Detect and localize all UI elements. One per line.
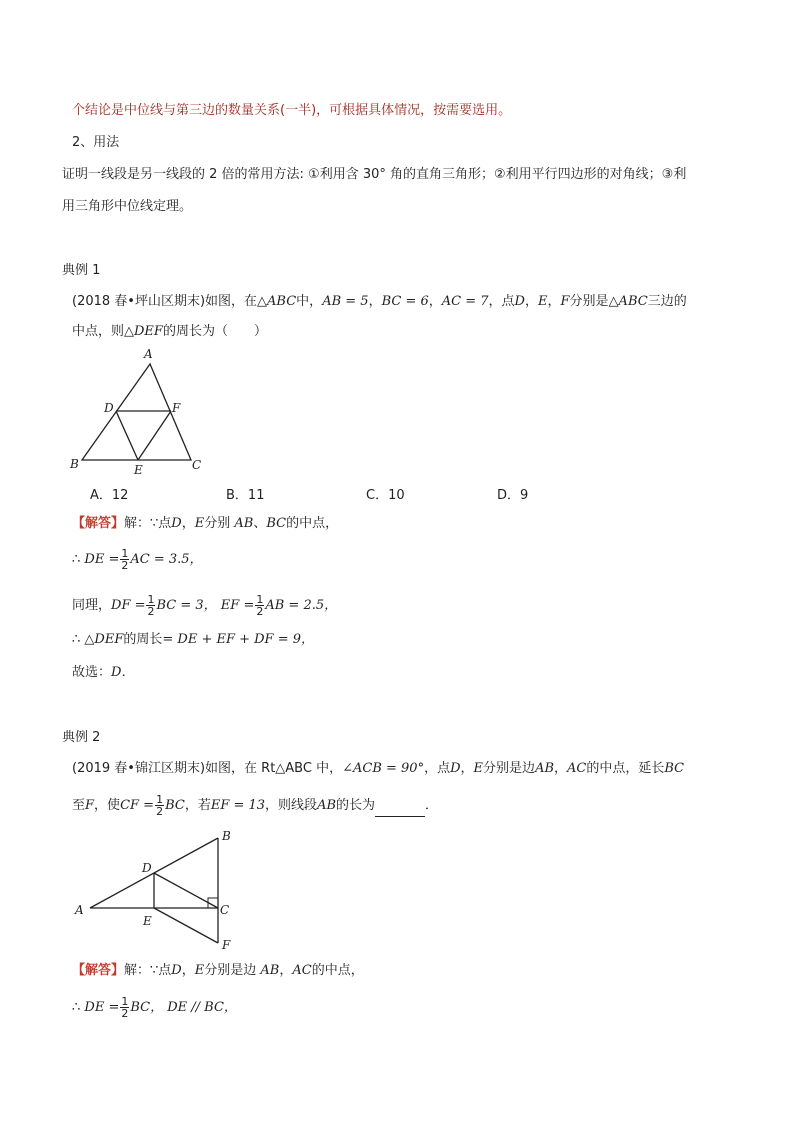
math: △DEF — [124, 324, 163, 339]
fraction-half: $\frac{1}{2}$ — [156, 793, 164, 818]
usage-line-2: 用三角形中位线定理。 — [62, 199, 193, 214]
math: = DE + EF + DF = 9， — [162, 632, 315, 647]
math: AC = 3.5， — [130, 552, 203, 567]
math: △DEF — [84, 632, 124, 647]
fraction-half: $\frac{1}{2}$ — [121, 995, 129, 1020]
label-A: A — [75, 903, 84, 917]
math: ∠ACB = 90° — [342, 761, 425, 776]
label-F: F — [172, 401, 181, 415]
math: E — [194, 516, 205, 531]
example1-answer-line3 — [72, 594, 337, 617]
example1-answer-line1: 【解答】解：∵点D，E分别 AB、BC的中点， — [72, 516, 339, 531]
math: EF = — [220, 598, 255, 613]
text: ，使 — [94, 798, 121, 813]
example1-answer-line2 — [72, 548, 203, 571]
math: E — [473, 761, 484, 776]
math: BC — [266, 516, 287, 531]
math: E — [538, 294, 548, 309]
answer-tag: 【解答】 — [72, 516, 125, 531]
text: ，点 — [488, 294, 515, 309]
answer-tag: 【解答】 — [72, 963, 125, 978]
text: 分别是边 — [483, 761, 536, 776]
example1-answer-line5 — [72, 664, 134, 682]
label-C: C — [192, 458, 202, 472]
math: D — [450, 761, 461, 776]
text: 至 — [72, 798, 86, 813]
example2-answer-line2 — [72, 996, 237, 1019]
text: 中点，则 — [72, 324, 125, 339]
label-E: E — [134, 463, 143, 477]
math: AC — [292, 963, 312, 978]
math: F — [560, 294, 570, 309]
text: 故选： — [72, 665, 112, 680]
math: D — [514, 294, 525, 309]
math: CF = — [120, 798, 155, 813]
math: D — [171, 516, 182, 531]
fraction-half: $\frac{1}{2}$ — [121, 547, 129, 572]
math: DF = — [111, 598, 146, 613]
math: F — [85, 798, 95, 813]
therefore-symbol: ∴ — [72, 632, 81, 647]
text: ，点 — [424, 761, 451, 776]
math: AB — [234, 516, 254, 531]
text: ，若 — [184, 798, 211, 813]
option-b: B．11 — [226, 488, 265, 503]
example1-heading: 典例 1 — [62, 263, 101, 278]
math: △ABC — [257, 294, 297, 309]
option-a: A．12 — [90, 488, 129, 503]
math: BC = 6 — [381, 294, 429, 309]
label-E: E — [143, 914, 152, 928]
text: 的长为 — [336, 798, 376, 813]
text: 分别是 — [569, 294, 609, 309]
text: 同理， — [72, 598, 112, 613]
math: DE // BC， — [167, 1000, 237, 1015]
fraction-half: $\frac{1}{2}$ — [147, 593, 155, 618]
label-B: B — [70, 457, 79, 471]
label-D: D — [142, 861, 152, 875]
text: 分别 — [204, 516, 231, 531]
example2-question-line1: (2019 春•锦江区期末)如图，在 Rt△ABC 中，∠ACB = 90°，点D，E分别是边AB，AC的中点，延长BC — [72, 761, 685, 776]
section-heading: 2、用法 — [72, 135, 120, 150]
triangle-figure-1 — [64, 344, 214, 479]
math: AB = 5 — [322, 294, 369, 309]
example2-heading: 典例 2 — [62, 730, 101, 745]
usage-line-1: 证明一线段是另一线段的 2 倍的常用方法: ①利用含 30° 角的直角三角形；②利用平行四边形的对角线；③利 — [62, 167, 687, 182]
therefore-symbol: ∴ — [72, 1000, 81, 1015]
math: BC — [664, 761, 685, 776]
math: AB = 2.5， — [265, 598, 338, 613]
example1-answer-line4 — [72, 631, 314, 649]
math: D． — [111, 665, 135, 680]
math: EF = 13 — [210, 798, 266, 813]
text: 的周长为（ ） — [162, 324, 267, 339]
math: AB — [260, 963, 280, 978]
text: 解：∵点 — [124, 516, 172, 531]
math: D — [171, 963, 182, 978]
text: 三边的 — [647, 294, 687, 309]
text: ． — [425, 798, 439, 813]
math: AB — [317, 798, 337, 813]
text: 解：∵点 — [124, 963, 172, 978]
math: DE = — [84, 1000, 120, 1015]
math: E — [194, 963, 205, 978]
fraction-half: $\frac{1}{2}$ — [256, 593, 264, 618]
text: 的中点， — [286, 516, 339, 531]
math: BC， — [130, 1000, 164, 1015]
text: ，则线段 — [265, 798, 318, 813]
math: BC = 3， — [156, 598, 217, 613]
label-A: A — [144, 347, 153, 361]
text: 中， — [296, 294, 323, 309]
label-B: B — [222, 829, 231, 843]
label-F: F — [222, 938, 231, 951]
triangle-figure-2 — [70, 826, 240, 951]
source-text: (2018 春•坪山区期末)如图，在 — [72, 294, 258, 309]
text: 的中点， — [311, 963, 364, 978]
label-C: C — [220, 903, 230, 917]
math: △ABC — [608, 294, 648, 309]
math: BC — [165, 798, 185, 813]
answer-blank — [375, 802, 425, 817]
option-d: D．9 — [497, 488, 529, 503]
source-text: (2019 春•锦江区期末)如图，在 Rt△ABC 中， — [72, 761, 343, 776]
math: AC — [567, 761, 587, 776]
example2-answer-line1: 【解答】解：∵点D，E分别是边 AB，AC的中点， — [72, 963, 364, 978]
text: 的周长 — [123, 632, 163, 647]
math: AB — [535, 761, 555, 776]
example1-question-line2 — [72, 323, 267, 341]
therefore-symbol: ∴ — [72, 552, 81, 567]
math: AC = 7 — [441, 294, 489, 309]
option-c: C．10 — [366, 488, 405, 503]
example2-question-line2 — [72, 794, 438, 817]
label-D: D — [104, 401, 114, 415]
text: 分别是边 — [204, 963, 257, 978]
text: 的中点，延长 — [586, 761, 665, 776]
example1-question-line1: (2018 春•坪山区期末)如图，在△ABC中，AB = 5，BC = 6，AC = 7，点D，E，F分别是△ABC三边的 — [72, 294, 687, 309]
intro-line: 个结论是中位线与第三边的数量关系(一半)，可根据具体情况，按需要选用。 — [72, 103, 512, 118]
math: DE = — [84, 552, 120, 567]
